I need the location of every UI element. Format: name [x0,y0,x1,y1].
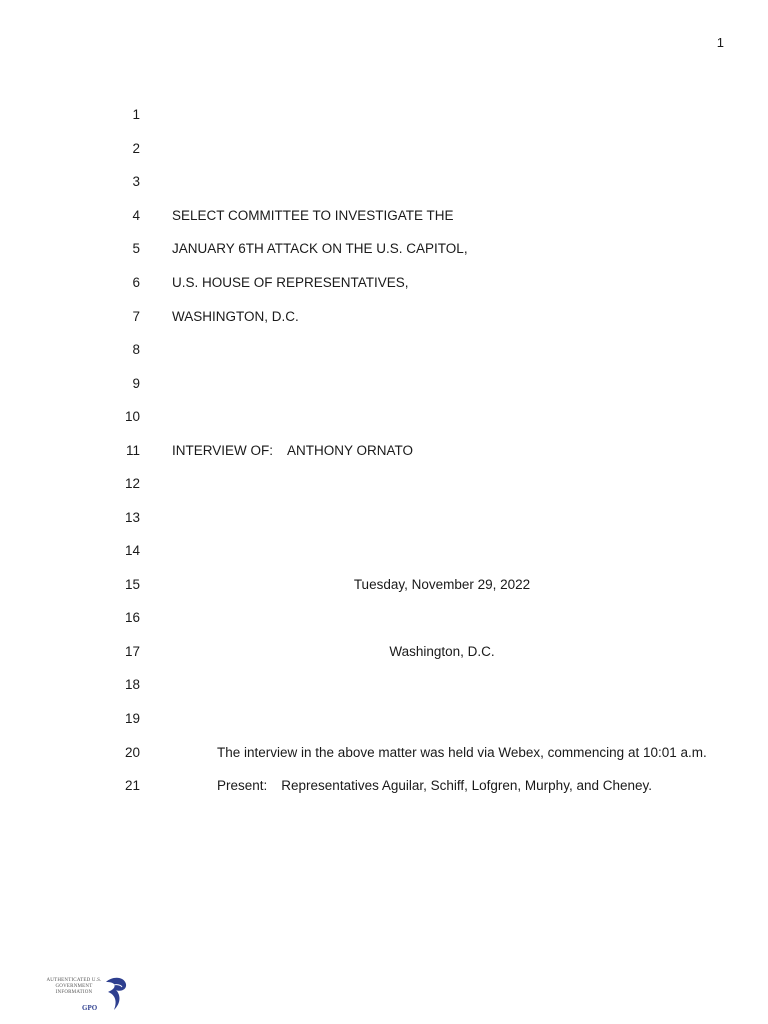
interview-of [172,441,413,461]
transcript-line [0,105,768,125]
transcript-line [0,541,768,561]
interviewee-name: ANTHONY ORNATO [287,443,414,458]
page-number: 1 [716,35,724,50]
line-number: 3 [132,174,140,189]
transcript-line [0,508,768,528]
transcript-line [0,407,768,427]
committee-name-line-1: SELECT COMMITTEE TO INVESTIGATE THE [172,208,454,223]
committee-name-line-2: JANUARY 6TH ATTACK ON THE U.S. CAPITOL, [172,241,468,256]
line-number: 6 [132,275,140,290]
line-number: 9 [132,376,140,391]
interview-of-label: INTERVIEW OF: [172,443,274,458]
line-number: 2 [132,141,140,156]
transcript-line [0,743,768,763]
transcript-line [0,206,768,226]
transcript-line [0,172,768,192]
transcript-line [0,776,768,796]
transcript-line [0,608,768,628]
gpo-authentication-logo [44,974,130,1018]
transcript-line [0,340,768,360]
present-members: Representatives Aguilar, Schiff, Lofgren, Murphy, and Cheney. [281,778,652,793]
line-number: 11 [125,443,140,458]
transcript-line [0,441,768,461]
transcript-line [0,374,768,394]
line-number: 4 [132,208,140,223]
transcript-line [0,139,768,159]
city-heading: WASHINGTON, D.C. [172,309,299,324]
present-label: Present: [217,778,268,793]
interview-date: Tuesday, November 29, 2022 [353,577,531,592]
transcript-line [0,273,768,293]
line-number: 16 [124,610,140,625]
transcript-line [0,575,768,595]
house-name: U.S. HOUSE OF REPRESENTATIVES, [172,275,409,290]
transcript-line [0,239,768,259]
line-number: 18 [124,677,140,692]
line-number: 10 [124,409,140,424]
gpo-eagle-icon [102,974,130,1018]
line-number: 20 [124,745,140,760]
line-number: 8 [132,342,140,357]
transcript-line [0,642,768,662]
authenticated-text: AUTHENTICATED U.S. GOVERNMENT INFORMATION [46,978,102,995]
line-number: 15 [124,577,140,592]
transcript-line [0,709,768,729]
line-number: 14 [124,543,140,558]
line-number: 1 [132,107,140,122]
present-line [217,776,652,796]
transcript-line [0,474,768,494]
line-number: 19 [124,711,140,726]
line-number: 21 [124,778,140,793]
gpo-mark-text: GPO [82,1004,98,1012]
transcript-line [0,675,768,695]
line-number: 17 [124,644,140,659]
interview-location: Washington, D.C. [389,644,495,659]
line-number: 5 [132,241,140,256]
line-number: 13 [124,510,140,525]
line-number: 7 [132,309,140,324]
interview-statement: The interview in the above matter was held via Webex, commencing at 10:01 a.m. [217,745,707,760]
transcript-line [0,307,768,327]
line-number: 12 [124,476,140,491]
